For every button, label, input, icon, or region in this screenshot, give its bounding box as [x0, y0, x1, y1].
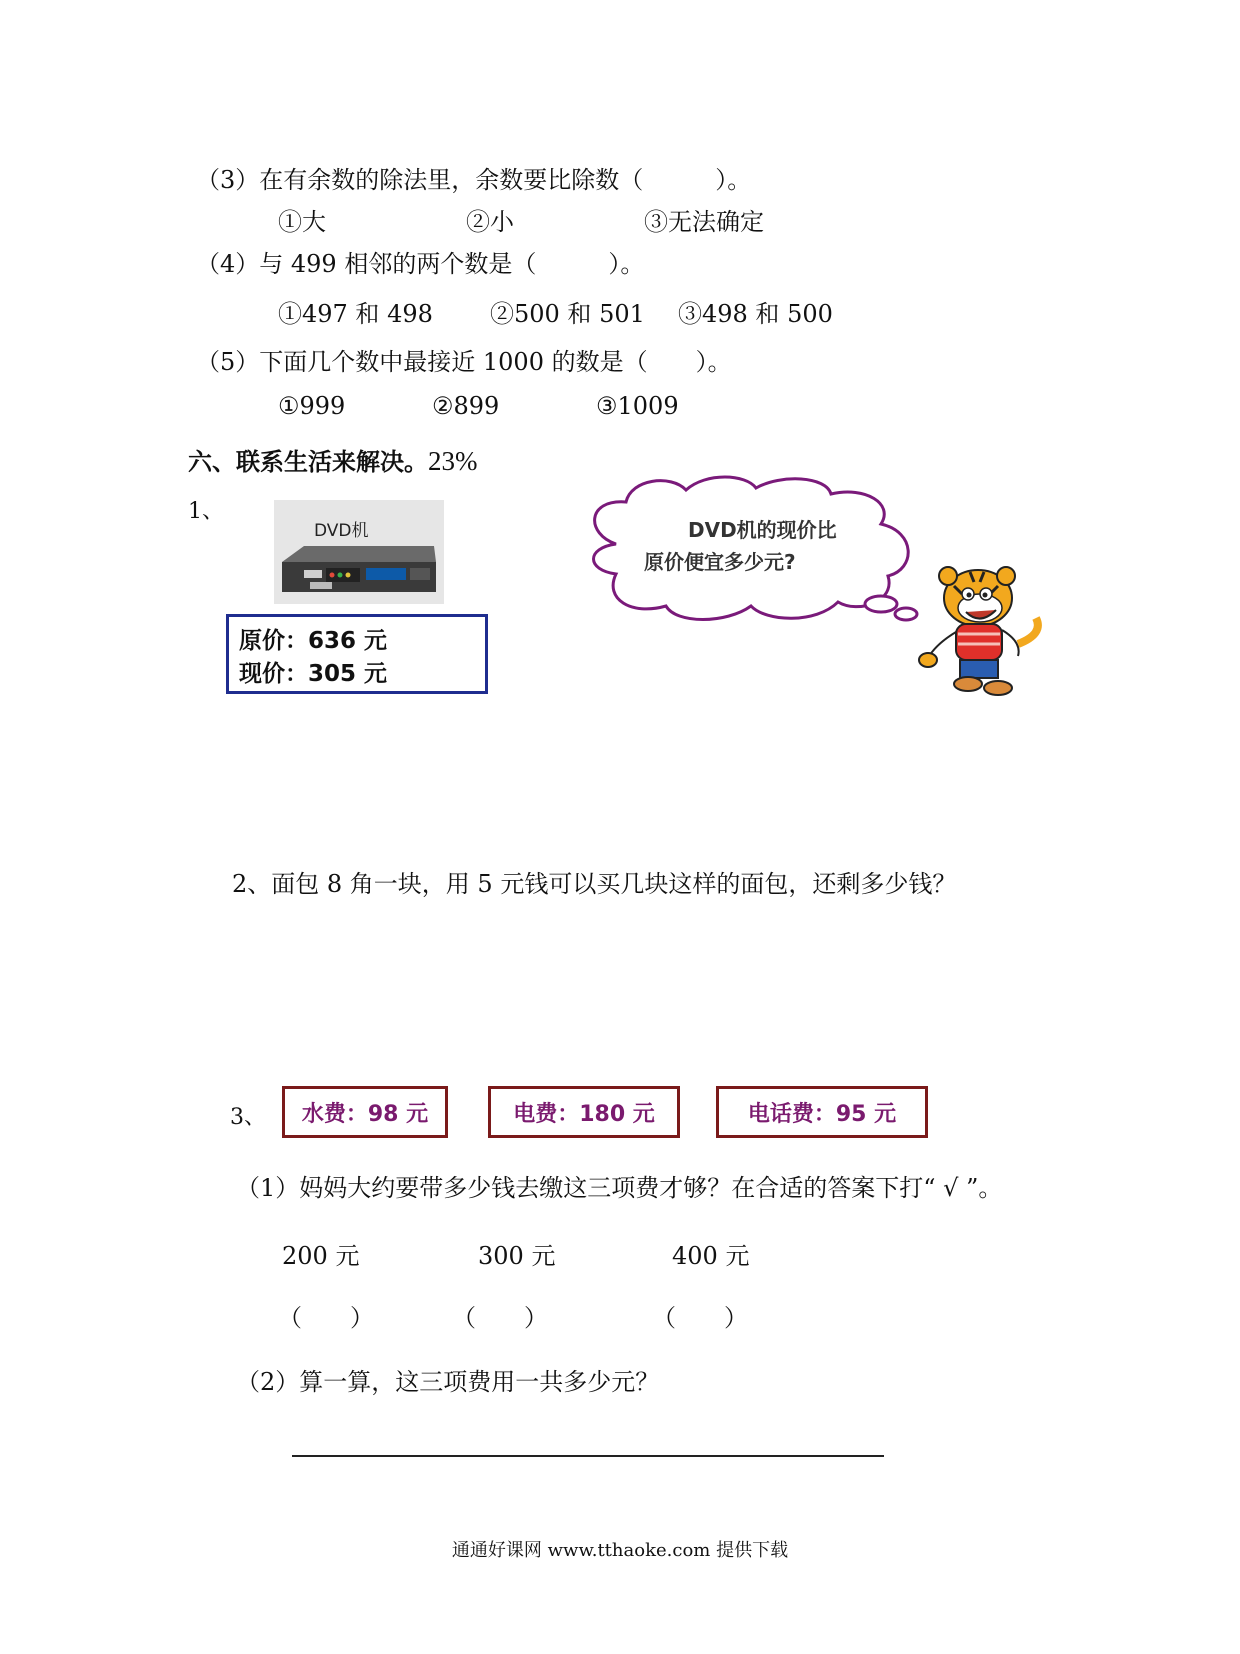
question-4-option-2: ②500 和 501	[490, 300, 645, 328]
current-price: 现价：305 元	[239, 661, 388, 687]
section-title: 六、联系生活来解决。	[188, 448, 428, 476]
bubble-line-1: DVD机的现价比	[688, 518, 837, 542]
problem-3-sub-2: （2）算一算，这三项费用一共多少元？	[236, 1368, 660, 1396]
bubble-line-2: 原价便宜多少元?	[644, 550, 796, 574]
question-4-option-3: ③498 和 500	[678, 300, 833, 328]
electricity-fee-box: 电费：180 元	[488, 1086, 680, 1138]
dvd-player-image	[274, 500, 444, 604]
question-3-option-2: ②小	[466, 208, 514, 236]
phone-fee-box: 电话费：95 元	[716, 1086, 928, 1138]
question-4: （4）与 499 相邻的两个数是（ ）。	[196, 250, 645, 278]
question-5-option-2: ②899	[432, 392, 500, 420]
question-5: （5）下面几个数中最接近 1000 的数是（ ）。	[196, 348, 732, 376]
answer-blank-1: （ ）	[278, 1304, 374, 1332]
choice-200: 200 元	[282, 1242, 360, 1270]
answer-blank-3: （ ）	[652, 1304, 748, 1332]
section-heading	[188, 442, 478, 477]
question-5-option-1: ①999	[278, 392, 346, 420]
question-3: （3）在有余数的除法里，余数要比除数（ ）。	[196, 166, 752, 194]
dvd-label: DVD机	[314, 521, 369, 541]
question-4-option-1: ①497 和 498	[278, 300, 433, 328]
answer-blank-2: （ ）	[452, 1304, 548, 1332]
problem-3-sub-1: （1）妈妈大约要带多少钱去缴这三项费才够？在合适的答案下打“ √ ”。	[236, 1174, 1003, 1202]
choice-400: 400 元	[672, 1242, 750, 1270]
question-3-option-3: ③无法确定	[644, 208, 764, 236]
question-3-option-1: ①大	[278, 208, 326, 236]
answer-line	[292, 1455, 884, 1457]
tiger-cartoon-image	[918, 564, 1058, 700]
dvd-player-icon	[274, 500, 444, 604]
price-box	[226, 614, 488, 694]
question-5-option-3: ③1009	[596, 392, 679, 420]
original-price: 原价：636 元	[239, 628, 388, 654]
problem-1-number: 1、	[188, 499, 224, 524]
problem-2: 2、面包 8 角一块，用 5 元钱可以买几块这样的面包，还剩多少钱？	[232, 870, 957, 898]
choice-300: 300 元	[478, 1242, 556, 1270]
water-fee-box: 水费：98 元	[282, 1086, 448, 1138]
problem-3-number: 3、	[230, 1105, 266, 1130]
section-percent: 23%	[428, 446, 478, 476]
footer: 通通好课网 www.tthaoke.com 提供下载	[451, 1540, 789, 1561]
